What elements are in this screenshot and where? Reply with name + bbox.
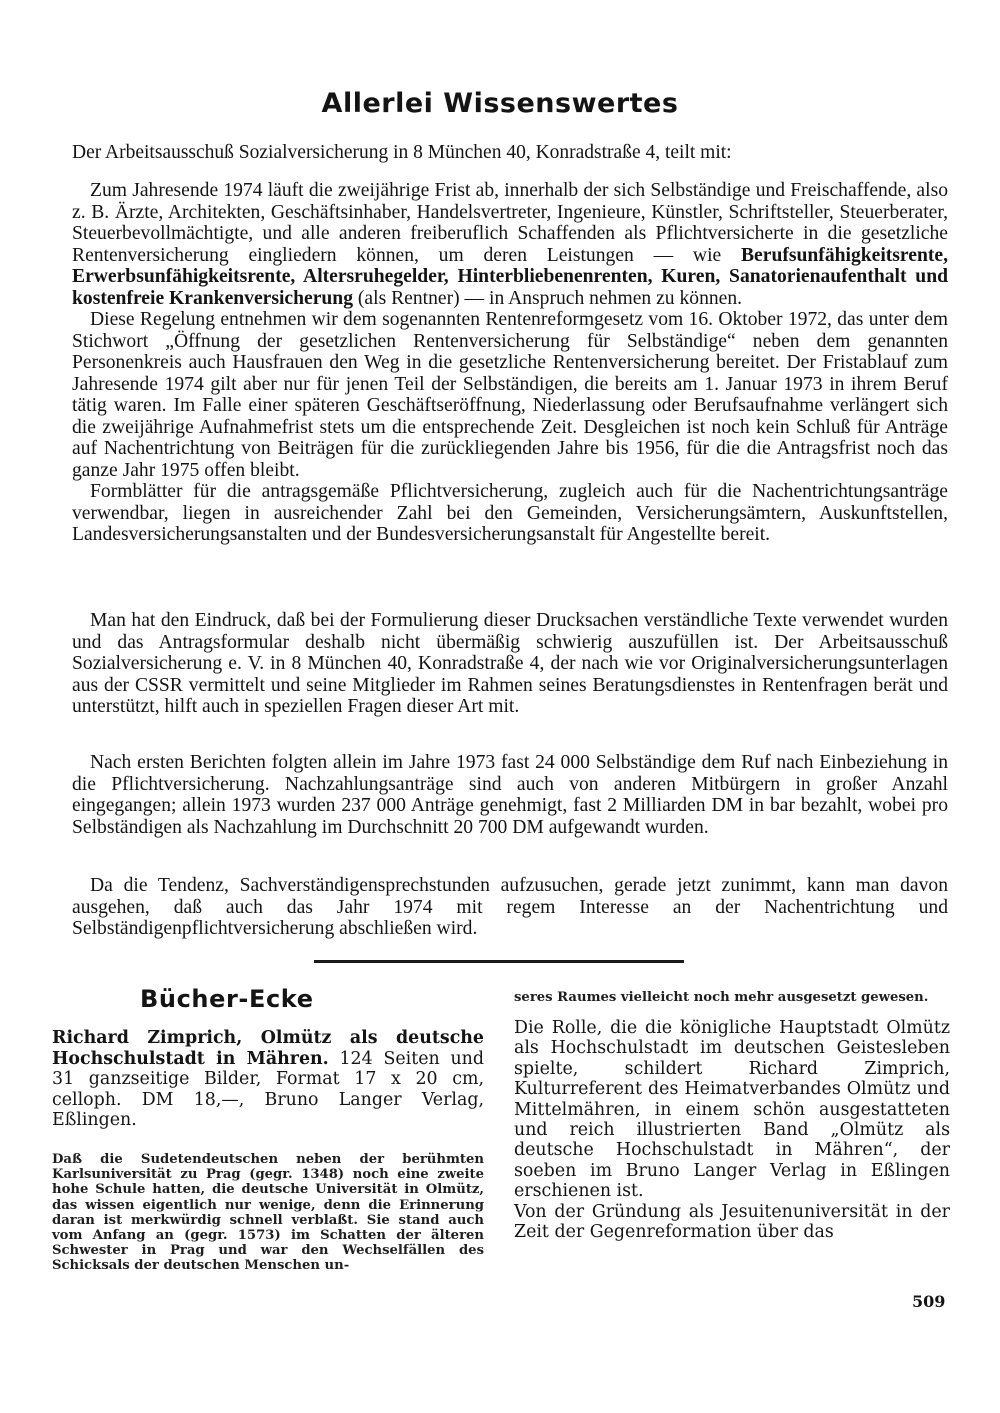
paragraph bbox=[72, 180, 948, 309]
article-section-1 bbox=[72, 180, 948, 546]
book-summary-left: Daß die Sudetendeutschen neben der berühmten Karlsuniversität zu Prag (gegr. 1348) noch eine zweite hohe Schule hatten, die deutsche Universität in Olmütz, das wissen eigentlich nur wenige, denn die Erinnerung daran ist merkwürdig schnell verblaßt. Sie stand auch vom Anfang an (gegr. 1573) im Schatten der älteren Schwester in Prag und war den Wechselfällen des Schicksals der deutschen Menschen un- bbox=[52, 1152, 484, 1274]
benefits-list: Berufsunfähigkeitsrente, Erwerbsunfähigkeitsrente, Altersruhegelder, Hinterbliebenenrenten, Kuren, Sanatorienaufenthalt und kostenfreie Krankenversicherung bbox=[72, 244, 948, 309]
paragraph: Nach ersten Berichten folgten allein im Jahre 1973 fast 24 000 Selbständige dem Ruf nach Einbeziehung in die Pflichtversicherung. Nachzahlungsanträge sind auch von anderen Mitbürgern in großer Anzahl eingegangen; allein 1973 wurden 237 000 Anträge genehmigt, fast 2 Milliarden DM in bar bezahlt, wobei pro Selbständigen als Nachzahlung im Durchschnitt 20 700 DM aufgewandt wurden. bbox=[72, 752, 948, 838]
book-review bbox=[514, 1018, 950, 1242]
book-reference bbox=[52, 1028, 484, 1131]
paragraph: Die Rolle, die die königliche Hauptstadt Olmütz als Hochschulstadt im deutschen Geistesleben spielte, schildert Richard Zimprich, Kulturreferent des Heimatverbandes Olmütz und Mittelmähren, in einem schön ausgestatteten und reich illustrierten Band „Olmütz als deutsche Hochschulstadt in Mähren“, der soeben im Bruno Langer Verlag in Eßlingen erschienen ist. bbox=[514, 1018, 950, 1202]
books-section-title: Bücher-Ecke bbox=[140, 985, 314, 1013]
page-number: 509 bbox=[912, 1292, 946, 1311]
paragraph: Da die Tendenz, Sachverständigensprechstunden aufzusuchen, gerade jetzt zunimmt, kann man davon ausgehen, daß auch das Jahr 1974 mit regem Interesse an der Nachentrichtung und Selbständigenpflichtversicherung abschließen wird. bbox=[72, 875, 948, 939]
book-title: Richard Zimprich, Olmütz als deutsche Hochschulstadt in Mähren. bbox=[52, 1028, 484, 1069]
article-title: Allerlei Wissenswertes bbox=[321, 88, 679, 119]
paragraph-text: Zum Jahresende 1974 läuft die zweijährige Frist ab, innerhalb der sich Selbständige und Freischaffende, also z. B. Ärzte, Architekten, Geschäftsinhaber, Handelsvertreter, Ingenieure, Künstler, Schriftsteller, Steuerberater, Steuerbevollmächtigte, und alle anderen freiberuflich Schaffenden als Pflichtversicherte in die gesetzliche Rentenversicherung eingliedern können, um deren Leistungen — wie bbox=[72, 180, 948, 266]
paragraph: Diese Regelung entnehmen wir dem sogenannten Rentenreformgesetz vom 16. Oktober 1972, das unter dem Stichwort „Öffnung der gesetzlichen Rentenversicherung für Selbständige“ neben dem genannten Personenkreis auch Hausfrauen den Weg in die gesetzliche Rentenversicherung bereitet. Der Fristablauf zum Jahresende 1974 gilt aber nur für jenen Teil der Selbständigen, die bereits am 1. Januar 1973 in ihrem Beruf tätig waren. Im Falle einer späteren Geschäftseröffnung, Niederlassung oder Berufsaufnahme verlängert sich die zweijährige Aufnahmefrist stets um die entsprechende Zeit. Desgleichen ist noch kein Schluß für Anträge auf Nachentrichtung von Beiträgen für die zurückliegenden Jahre bis 1956, für die die Antragsfrist noch das ganze Jahr 1975 offen bleibt. bbox=[72, 309, 948, 481]
paragraph: Formblätter für die antragsgemäße Pflichtversicherung, zugleich auch für die Nachentrichtungsanträge verwendbar, liegen in ausreichender Zahl bei den Gemeinden, Versicherungsämtern, Auskunftstellen, Landesversicherungsanstalten und der Bundesversicherungsanstalt für Angestellte bereit. bbox=[72, 481, 948, 545]
article-section-3 bbox=[72, 752, 948, 838]
paragraph: Von der Gründung als Jesuitenuniversität in der Zeit der Gegenreformation über das bbox=[514, 1201, 950, 1243]
book-summary-right: seres Raumes vielleicht noch mehr ausgesetzt gewesen. bbox=[514, 990, 929, 1005]
book-details: 124 Seiten und 31 ganzseitige Bilder, Format 17 x 20 cm, celloph. DM 18,—, Bruno Langer Verlag, Eßlingen. bbox=[52, 1048, 484, 1131]
section-divider bbox=[314, 960, 684, 963]
article-intro: Der Arbeitsausschuß Sozialversicherung in 8 München 40, Konradstraße 4, teilt mit: bbox=[72, 142, 732, 163]
paragraph-text: (als Rentner) — in Anspruch nehmen zu können. bbox=[353, 287, 743, 309]
article-section-4 bbox=[72, 875, 948, 940]
paragraph: Man hat den Eindruck, daß bei der Formulierung dieser Drucksachen verständliche Texte verwendet wurden und das Antragsformular deshalb nicht übermäßig schwierig auszufüllen ist. Der Arbeitsausschuß Sozialversicherung e. V. in 8 München 40, Konradstraße 4, der nach wie vor Originalversicherungsunterlagen aus der CSSR vermittelt und seine Mitglieder im Rahmen seines Beratungsdienstes in Rentenfragen berät und unterstützt, hilft auch in speziellen Fragen dieser Art mit. bbox=[72, 610, 948, 717]
article-section-2 bbox=[72, 610, 948, 718]
